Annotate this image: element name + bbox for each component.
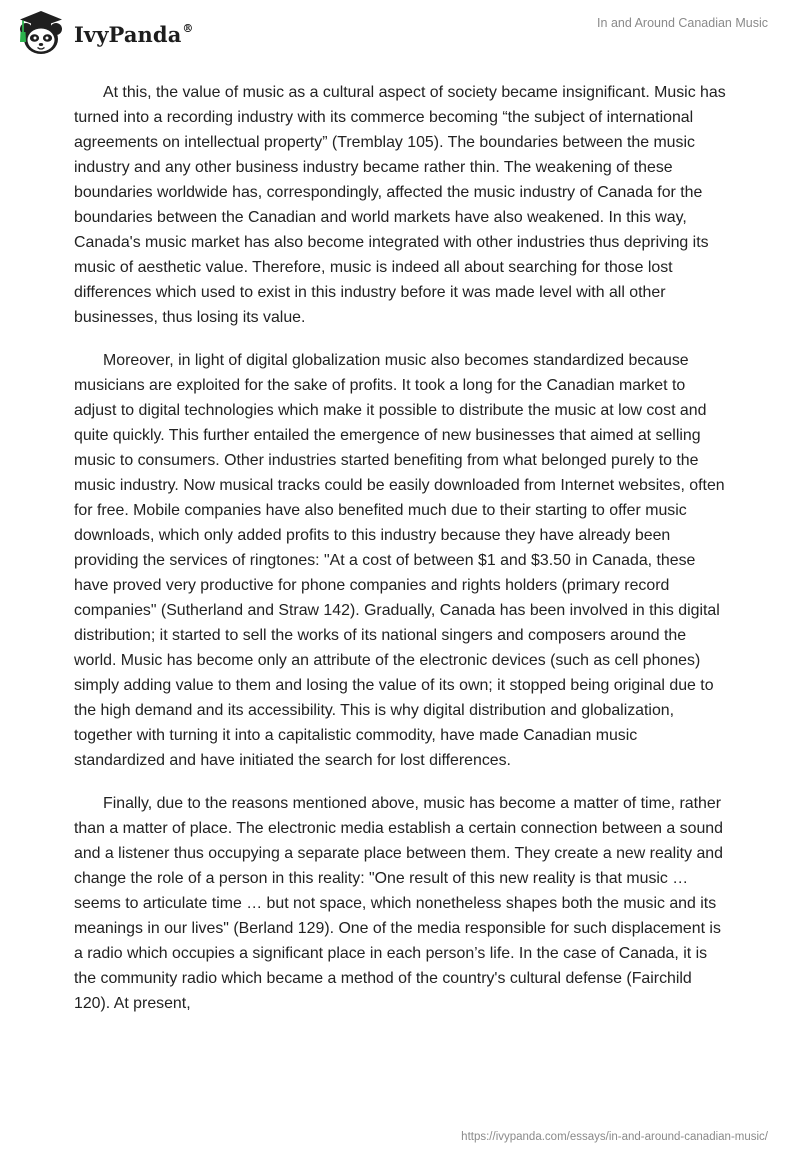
brand-wordmark [74,22,194,47]
essay-body [74,80,726,1034]
panda-graduate-icon [14,8,68,58]
document-title: In and Around Canadian Music [597,16,768,30]
paragraph: At this, the value of music as a cultural aspect of society became insignificant. Music has turned into a recording industry with its commerce becoming “the subject of international agreements on intellectual property” (Tremblay 105). The boundaries between the music industry and any other business industry became rather thin. The weakening of these boundaries worldwide has, correspondingly, affected the music industry of Canada for the boundaries between the Canadian and world markets have also weakened. In this way, Canada's music market has also become integrated with other industries thus depriving its music of aesthetic value. Therefore, music is indeed all about searching for those lost differences which used to exist in this industry before it was made level with all other businesses, thus losing its value. [74,84,726,326]
registered-mark: ® [182,21,194,35]
page-header [0,0,800,70]
paragraph: Finally, due to the reasons mentioned above, music has become a matter of time, rather than a matter of place. The electronic media establish a certain connection between a sound and a listener thus occupying a separate place between them. They create a new reality and change the role of a person in this reality: "One result of this new reality is that music … seems to articulate time … but not space, which nonetheless shapes both the music and its meanings in our lives" (Berland 129). One of the media responsible for such displacement is a radio which occupies a significant place in each person’s life. In the case of Canada, it is the community radio which became a method of the country's cultural defense (Fairchild 120). At present, [74,795,723,1012]
paragraph: Moreover, in light of digital globalization music also becomes standardized because musicians are exploited for the sake of profits. It took a long for the Canadian market to adjust to digital technologies which make it possible to distribute the music at low cost and quite quickly. This further entailed the emergence of new businesses that aimed at selling music to consumers. Other industries started benefiting from what belonged purely to the music industry. Now musical tracks could be easily downloaded from Internet websites, often for free. Mobile companies have also benefited much due to their starting to offer music downloads, which only added profits to this industry because they have already been providing the services of ringtones: "At a cost of between $1 and $3.50 in Canada, these have proved very productive for phone companies and rights holders (primary record companies" (Sutherland and Straw 142). Gradually, Canada has been involved in this digital distribution; it started to sell the works of its national singers and composers around the world. Music has become only an attribute of the electronic devices (such as cell phones) simply adding value to them and losing the value of its own; it stopped being original due to the high demand and its accessibility. This is why digital distribution and globalization, together with turning it into a capitalistic commodity, have made Canadian music standardized and have initiated the search for lost differences. [74,352,725,769]
source-url[interactable]: https://ivypanda.com/essays/in-and-around-canadian-music/ [461,1131,768,1143]
ivypanda-logo[interactable] [14,8,194,58]
brand-name: IvyPanda [74,21,182,47]
